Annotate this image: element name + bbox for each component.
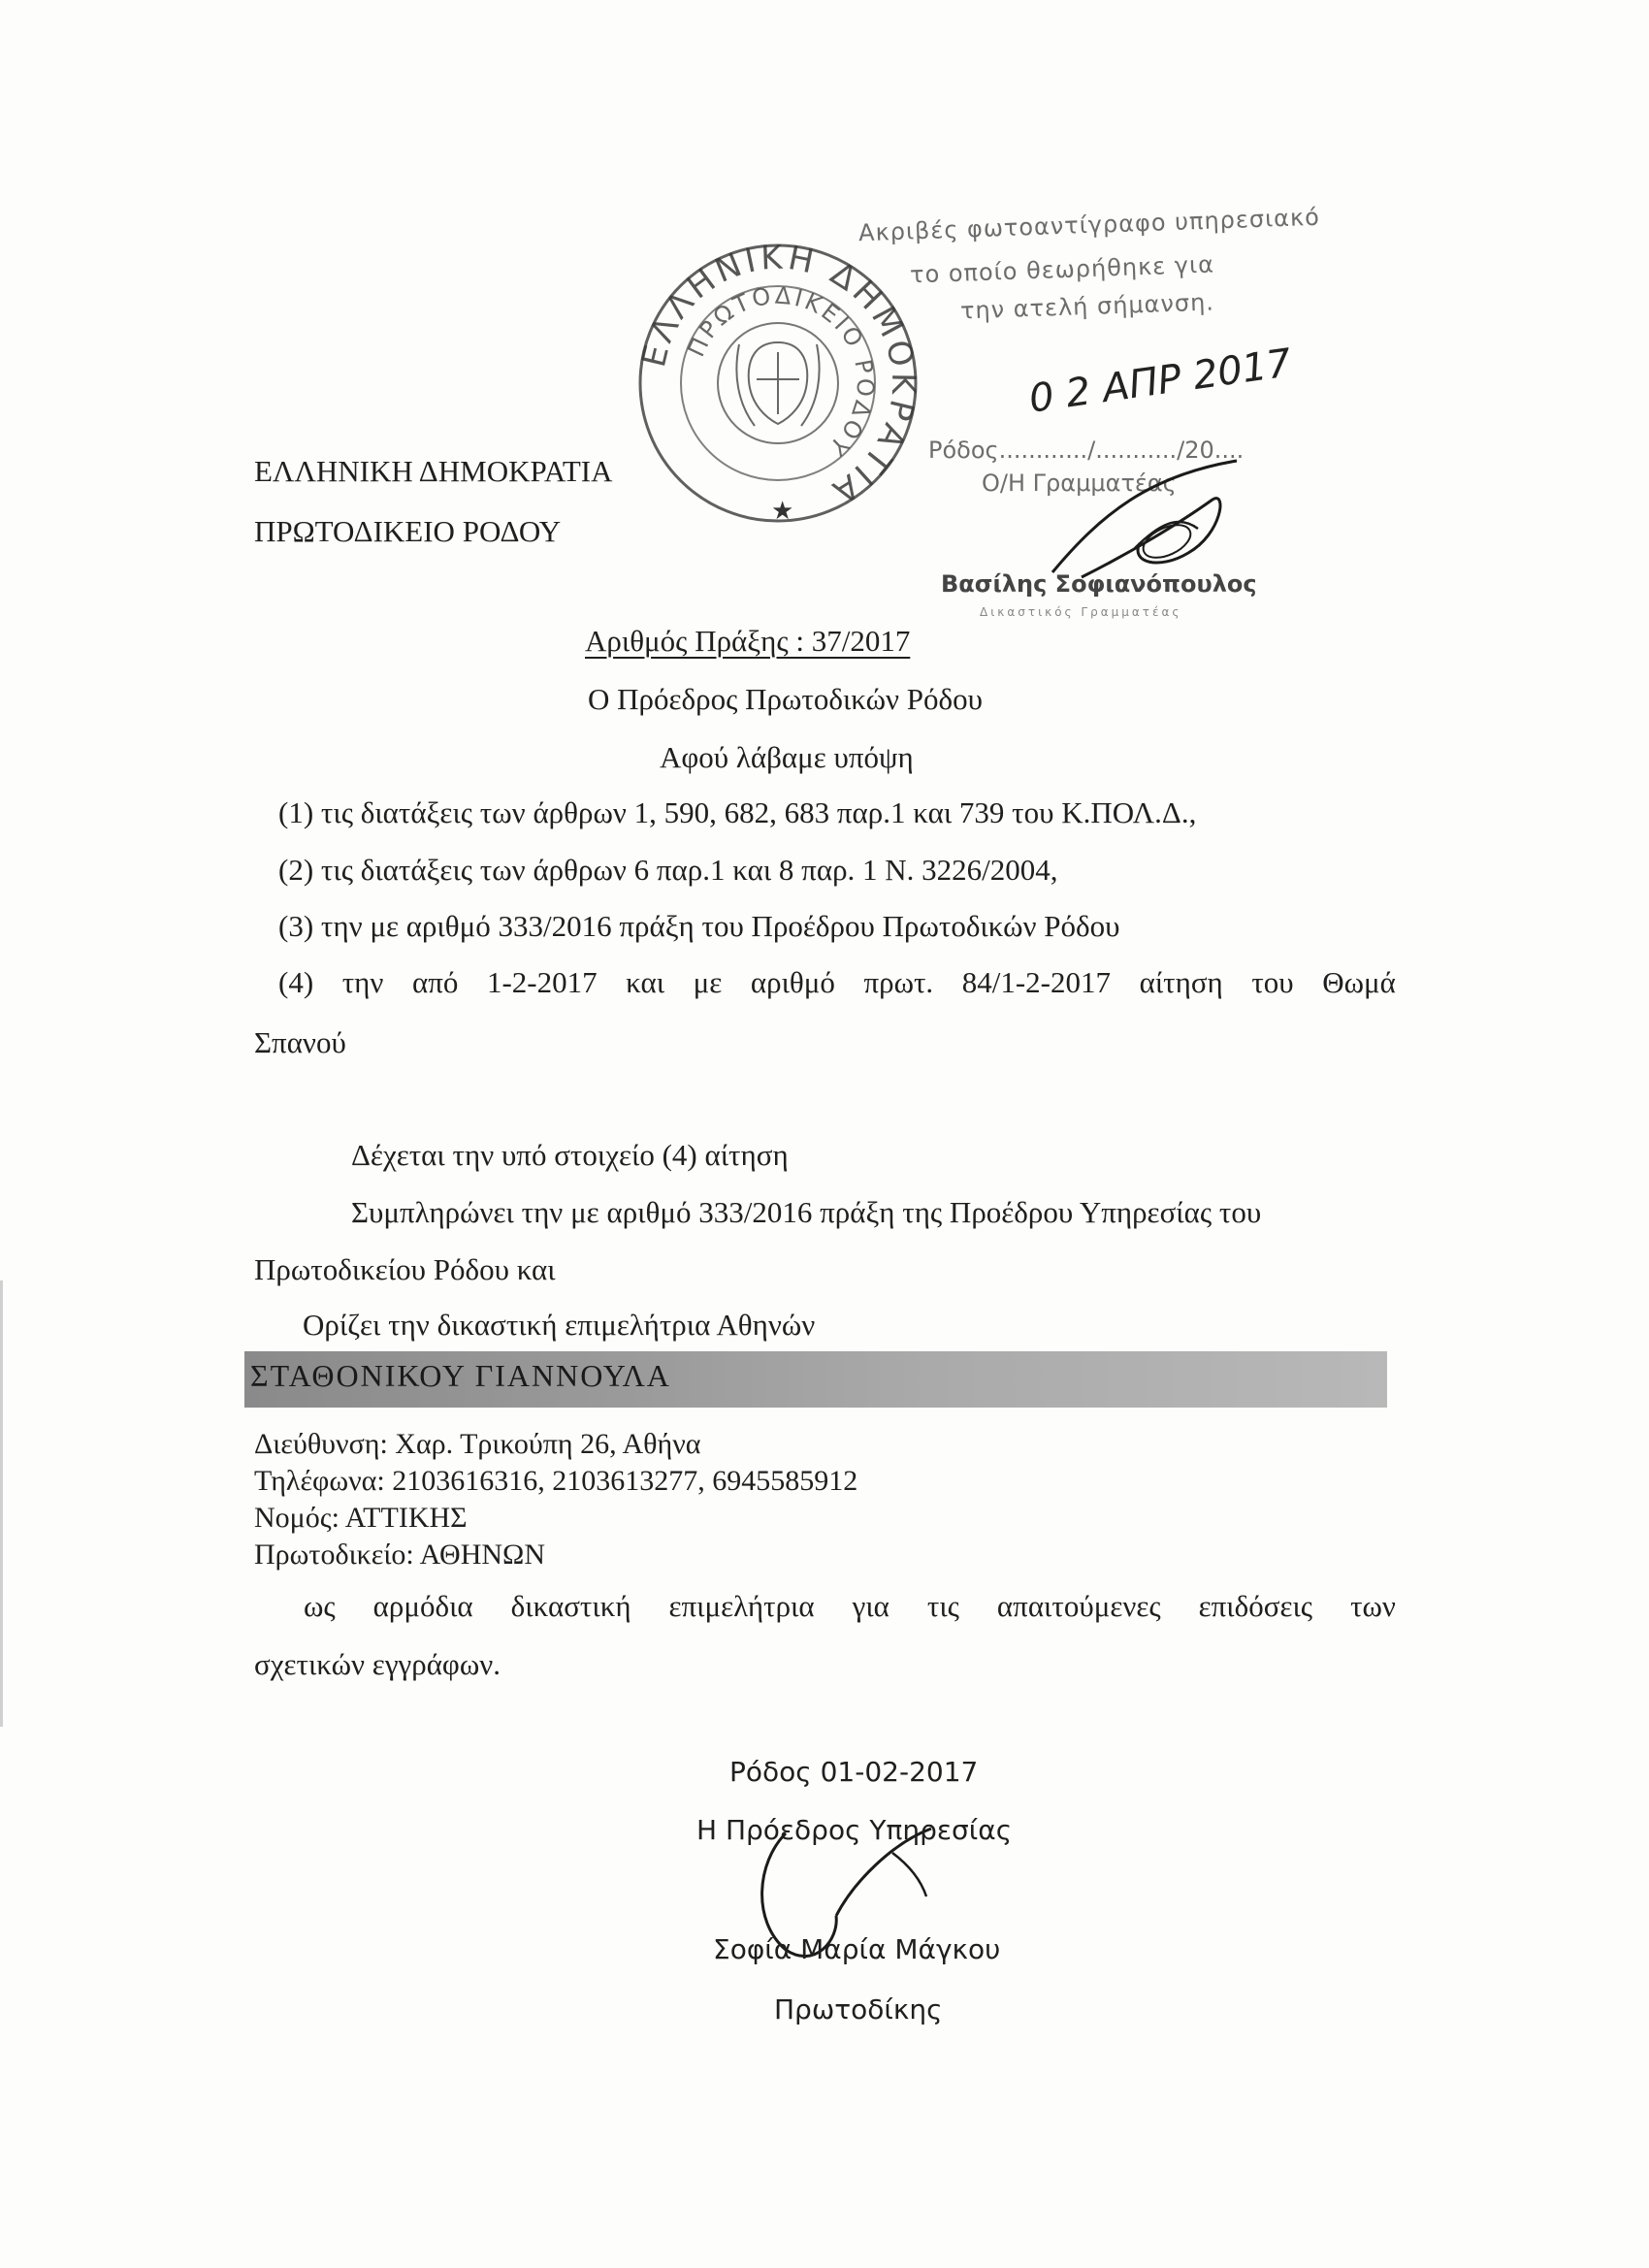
header-republic: ΕΛΛΗΝΙΚΗ ΔΗΜΟΚΡΑΤΙΑ (254, 454, 613, 488)
signature-name: Σοφία Μαρία Μάγκου (713, 1933, 1001, 1965)
decision-accepts: Δέχεται την υπό στοιχείο (4) αίτηση (351, 1138, 789, 1172)
cert-stamp-place: Ρόδος (928, 437, 999, 464)
signature-place-date: Ρόδος 01-02-2017 (729, 1756, 979, 1788)
competence-word: ως (304, 1589, 336, 1623)
bailiff-court: Πρωτοδικείο: ΑΘΗΝΩΝ (254, 1539, 545, 1571)
competence-word: επιμελήτρια (668, 1589, 815, 1623)
cert-stamp-line2: το οποίο θεωρήθηκε για (909, 250, 1215, 289)
scan-edge-line (0, 1280, 3, 1727)
seal-inner-text: ΠΡΩΤΟΔΙΚΕΙΟ ΡΟΔΟΥ (682, 281, 880, 463)
item-4-word: από (411, 965, 459, 999)
cert-stamp-clerk-name: Βασίλης Σοφιανόπουλος (941, 570, 1257, 598)
bailiff-address: Διεύθυνση: Χαρ. Τρικούπη 26, Αθήνα (254, 1428, 701, 1460)
court-seal (632, 238, 923, 529)
item-4-word: πρωτ. (863, 965, 934, 999)
item-4 (278, 965, 1396, 1000)
item-4-word: (4) (278, 965, 314, 999)
competence-word: για (852, 1589, 889, 1623)
cert-stamp-date-dots: ............/........... (998, 437, 1178, 464)
item-4-continuation: Σπανού (254, 1025, 346, 1059)
decision-supplements-cont: Πρωτοδικείου Ρόδου και (254, 1252, 556, 1286)
act-number: Αριθμός Πράξης : 37/2017 (585, 624, 911, 658)
header-court: ΠΡΩΤΟΔΙΚΕΙΟ ΡΟΔΟΥ (254, 514, 562, 548)
competence-word: αρμόδια (372, 1589, 473, 1623)
decision-appoints: Ορίζει την δικαστική επιμελήτρια Αθηνών (303, 1308, 816, 1342)
competence-word: δικαστική (510, 1589, 631, 1623)
item-4-word: με (693, 965, 723, 999)
item-4-word: την (341, 965, 384, 999)
cert-stamp-handwritten-date: 0 2 ΑΠΡ 2017 (1026, 340, 1295, 422)
item-4-word: και (626, 965, 665, 999)
item-4-word: Θωμά (1322, 965, 1396, 999)
item-4-word: αίτηση (1139, 965, 1223, 999)
cert-stamp-line3: την ατελή σήμανση. (959, 288, 1215, 325)
item-4-word: 84/1-2-2017 (961, 965, 1112, 999)
competence-continuation: σχετικών εγγράφων. (254, 1647, 501, 1681)
considering-line: Αφού λάβαμε υπόψη (660, 740, 914, 774)
bailiff-phones: Τηλέφωνα: 2103616316, 2103613277, 6945585912 (254, 1465, 858, 1497)
seal-ring-text: ΕΛΛΗΝΙΚΗ ΔΗΜΟΚΡΑΤΙΑ (634, 238, 923, 513)
competence-word: επιδόσεις (1198, 1589, 1313, 1623)
competence-line (304, 1589, 1396, 1624)
issuer-line: Ο Πρόεδρος Πρωτοδικών Ρόδου (588, 682, 983, 716)
competence-word: των (1350, 1589, 1396, 1623)
bailiff-prefecture: Νομός: ΑΤΤΙΚΗΣ (254, 1502, 468, 1534)
cert-stamp-clerk-title: Ο/Η Γραμματέας (982, 470, 1177, 497)
signature-rank: Πρωτοδίκης (774, 1993, 943, 2025)
item-3: (3) την με αριθμό 333/2016 πράξη του Προέδρου Πρωτοδικών Ρόδου (278, 909, 1120, 943)
bailiff-name: ΣΤΑΘΟΝΙΚΟΥ ΓΙΑΝΝΟΥΛΑ (250, 1358, 671, 1393)
item-4-word: 1-2-2017 (486, 965, 598, 999)
cert-stamp-clerk-role: Δικαστικός Γραμματέας (980, 605, 1182, 619)
competence-word: τις (926, 1589, 959, 1623)
item-2: (2) τις διατάξεις των άρθρων 6 παρ.1 και 8 παρ. 1 Ν. 3226/2004, (278, 853, 1058, 887)
svg-text:ΠΡΩΤΟΔΙΚΕΙΟ ΡΟΔΟΥ (682, 282, 879, 463)
item-4-word: του (1251, 965, 1294, 999)
decision-supplements: Συμπληρώνει την με αριθμό 333/2016 πράξη της Προέδρου Υπηρεσίας του (351, 1195, 1262, 1229)
cert-stamp-year: /20.... (1177, 437, 1245, 464)
item-4-word: αριθμό (750, 965, 835, 999)
svg-text:★: ★ (771, 497, 794, 526)
signature-title: Η Πρόεδρος Υπηρεσίας (696, 1814, 1013, 1846)
item-1: (1) τις διατάξεις των άρθρων 1, 590, 682, 683 παρ.1 και 739 του Κ.ΠΟΛ.Δ., (278, 795, 1197, 829)
cert-stamp-line1: Ακριβές φωτοαντίγραφο υπηρεσιακό (857, 203, 1321, 247)
competence-word: απαιτούμενες (996, 1589, 1161, 1623)
